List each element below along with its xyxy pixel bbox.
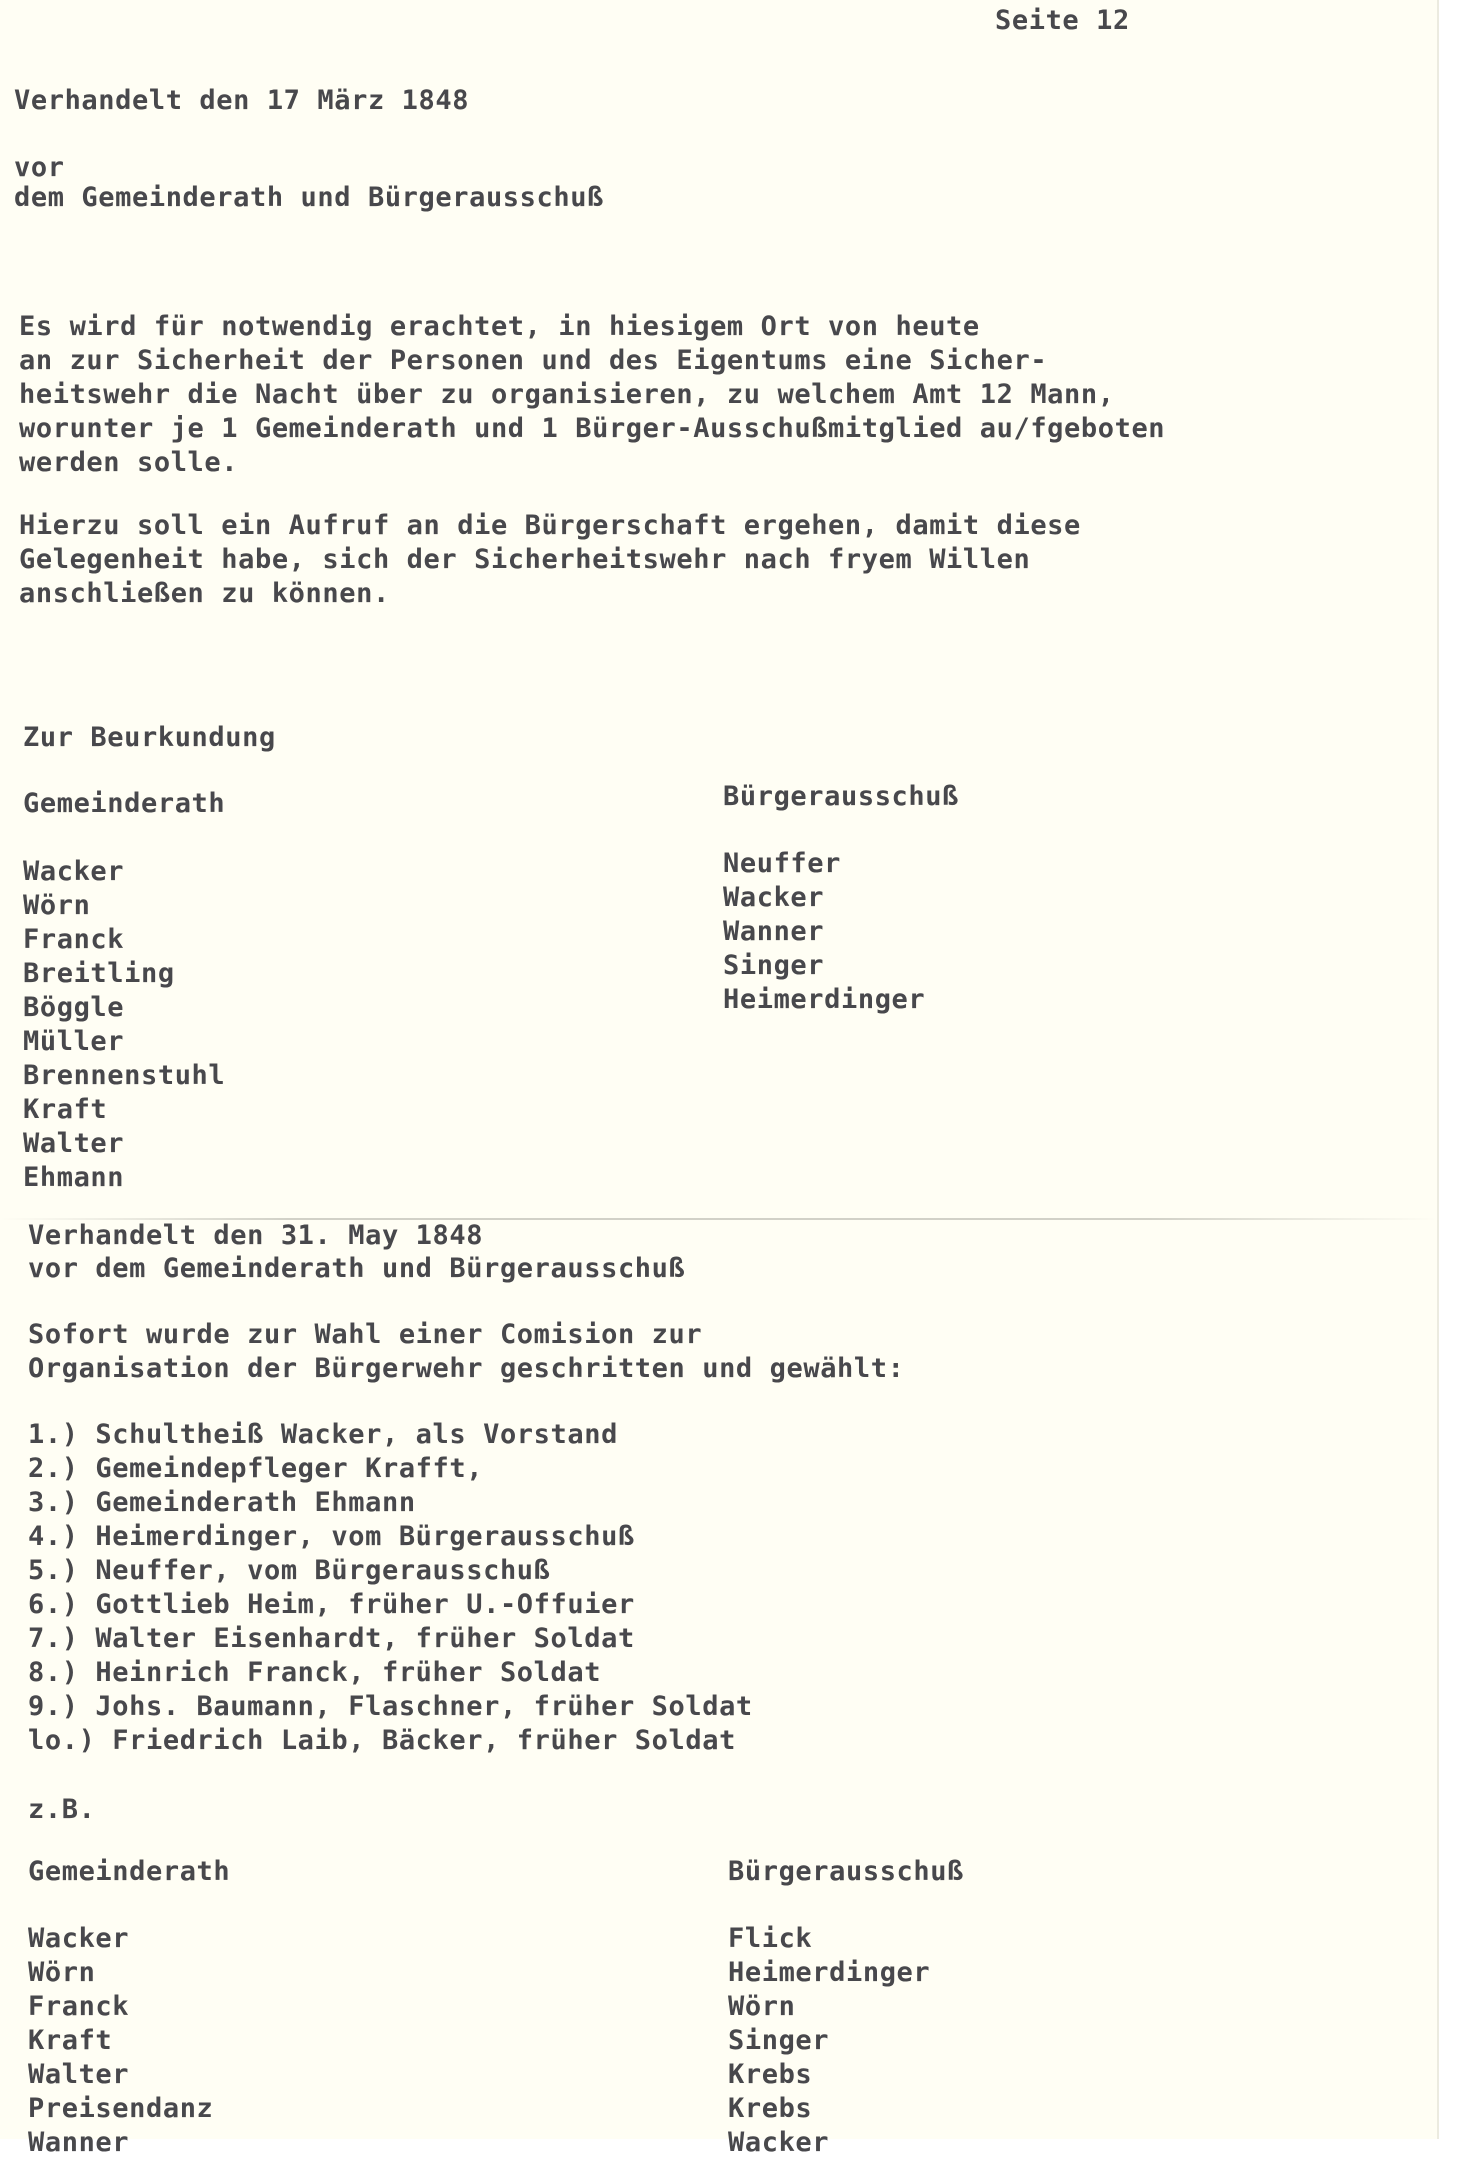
list-item: Heimerdinger <box>723 984 926 1015</box>
list-item: Müller <box>23 1026 125 1057</box>
entry2-buergerausschuss-header: Bürgerausschuß <box>728 1856 964 1887</box>
text-line: Sofort wurde zur Wahl einer Comision zur <box>28 1319 703 1350</box>
list-item: Kraft <box>28 2025 113 2056</box>
list-item: 6.) Gottlieb Heim, früher U.-Offuier <box>28 1589 635 1620</box>
list-item: Wacker <box>723 882 825 913</box>
entry1-gemeinderath-header: Gemeinderath <box>23 788 226 819</box>
list-item: Walter <box>23 1128 125 1159</box>
entry2-gemeinderath-header: Gemeinderath <box>28 1856 231 1887</box>
list-item: 2.) Gemeindepfleger Krafft, <box>28 1453 484 1484</box>
list-item: Wanner <box>723 916 825 947</box>
text-line: an zur Sicherheit der Personen und des Eigentums eine Sicher- <box>19 345 1048 376</box>
list-item: Flick <box>728 1923 813 1954</box>
list-item: 8.) Heinrich Franck, früher Soldat <box>28 1657 602 1688</box>
list-item: Wacker <box>28 1923 130 1954</box>
list-item: Breitling <box>23 958 175 989</box>
list-item: Böggle <box>23 992 125 1023</box>
list-item: 9.) Johs. Baumann, Flaschner, früher Soldat <box>28 1691 753 1722</box>
list-item: Wörn <box>728 1991 796 2022</box>
list-item: Singer <box>728 2025 830 2056</box>
list-item: 1.) Schultheiß Wacker, als Vorstand <box>28 1419 618 1450</box>
entry1-buergerausschuss-list <box>723 847 925 1017</box>
list-item: Wacker <box>728 2127 830 2158</box>
list-item: Preisendanz <box>28 2093 214 2124</box>
text-line: Gelegenheit habe, sich der Sicherheitswehr nach fryem Willen <box>19 544 1031 575</box>
text-line: werden solle. <box>19 447 239 478</box>
text-line: worunter je 1 Gemeinderath und 1 Bürger-Ausschußmitglied au/fgeboten <box>19 413 1166 444</box>
list-item: Singer <box>723 950 825 981</box>
list-item: Ehmann <box>23 1162 125 1193</box>
list-item: Neuffer <box>723 848 841 879</box>
list-item: Franck <box>23 924 125 955</box>
list-item: Wacker <box>23 856 125 887</box>
list-item: 4.) Heimerdinger, vom Bürgerausschuß <box>28 1521 635 1552</box>
list-item: lo.) Friedrich Laib, Bäcker, früher Soldat <box>28 1725 736 1756</box>
list-item: Brennenstuhl <box>23 1060 226 1091</box>
list-item: Wörn <box>28 1957 96 1988</box>
text-line: Es wird für notwendig erachtet, in hiesigem Ort von heute <box>19 311 980 342</box>
text-line: heitswehr die Nacht über zu organisieren, zu welchem Amt 12 Mann, <box>19 379 1115 410</box>
entry1-vor: vor <box>14 152 65 183</box>
list-item: Krebs <box>728 2093 813 2124</box>
entry2-heading: Verhandelt den 31. May 1848 <box>28 1220 484 1251</box>
text-line: Hierzu soll ein Aufruf an die Bürgerschaft ergehen, damit diese <box>19 510 1081 541</box>
list-item: 3.) Gemeinderath Ehmann <box>28 1487 416 1518</box>
list-item: Kraft <box>23 1094 108 1125</box>
entry1-paragraph-1 <box>19 310 1165 480</box>
entry1-heading: Verhandelt den 17 März 1848 <box>14 85 470 116</box>
list-item: Walter <box>28 2059 130 2090</box>
entry1-paragraph-2 <box>19 509 1081 611</box>
page-label: Seite 12 <box>995 5 1130 36</box>
paper-edge <box>1437 0 1439 2139</box>
list-item: Wörn <box>23 890 91 921</box>
entry2-zb: z.B. <box>28 1794 96 1825</box>
entry2-paragraph <box>28 1318 904 1386</box>
list-item: Heimerdinger <box>728 1957 931 1988</box>
entry2-buergerausschuss-list <box>728 1922 930 2160</box>
entry2-commission-list <box>28 1418 753 1758</box>
entry1-buergerausschuss-header: Bürgerausschuß <box>723 781 959 812</box>
text-line: Organisation der Bürgerwehr geschritten und gewählt: <box>28 1353 905 1384</box>
list-item: Krebs <box>728 2059 813 2090</box>
list-item: Franck <box>28 1991 130 2022</box>
text-line: anschließen zu können. <box>19 578 390 609</box>
list-item: Wanner <box>28 2127 130 2158</box>
entry1-certification: Zur Beurkundung <box>23 722 276 753</box>
entry2-gemeinderath-list <box>28 1922 213 2160</box>
entry1-before: dem Gemeinderath und Bürgerausschuß <box>14 182 604 213</box>
entry1-gemeinderath-list <box>23 855 225 1195</box>
list-item: 5.) Neuffer, vom Bürgerausschuß <box>28 1555 551 1586</box>
entry2-before: vor dem Gemeinderath und Bürgerausschuß <box>28 1253 686 1284</box>
list-item: 7.) Walter Eisenhardt, früher Soldat <box>28 1623 635 1654</box>
